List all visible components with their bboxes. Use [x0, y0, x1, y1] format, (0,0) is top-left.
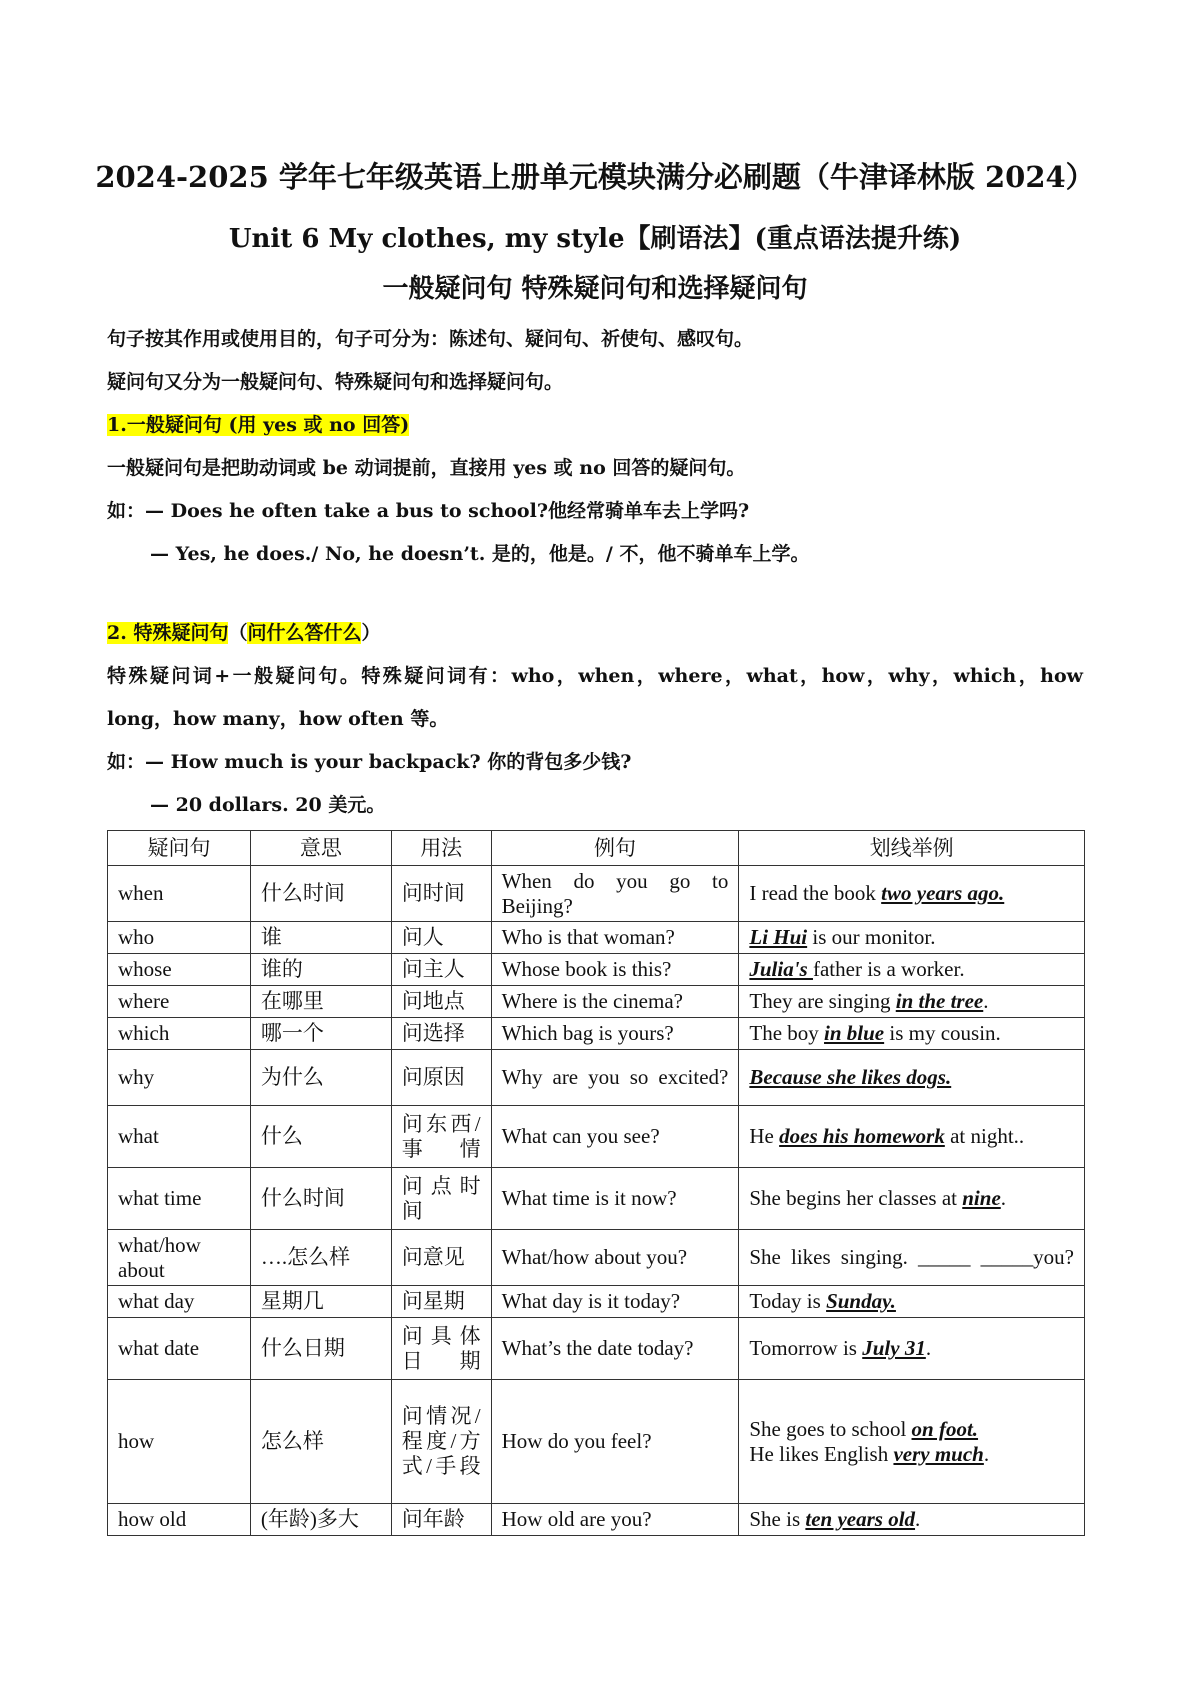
underlined-part: in the tree: [895, 989, 984, 1013]
cell-meaning: 谁的: [250, 954, 391, 986]
cell-usage: 问具体日期: [391, 1318, 491, 1380]
section2-heading-highlight-2: 问什么答什么: [247, 622, 362, 644]
cell-usage: 问原因: [391, 1050, 491, 1106]
table-row: [108, 1168, 1085, 1230]
underline-post: .: [925, 1336, 932, 1360]
table-row: [108, 1504, 1085, 1536]
section1-heading-highlight: 1.一般疑问句: [107, 414, 222, 436]
underlined-part: two years ago.: [881, 881, 1005, 905]
table-row: [108, 1380, 1085, 1504]
header-meaning: 意思: [250, 831, 391, 866]
cell-underline: [739, 1504, 1085, 1536]
underlined-part: ten years old: [805, 1507, 916, 1531]
cell-meaning: 星期几: [250, 1286, 391, 1318]
underlined-part: on foot.: [911, 1416, 979, 1441]
section2-heading-paren-close: ）: [361, 622, 381, 644]
underlined-part: very much: [893, 1441, 984, 1466]
underlined-part: in blue: [824, 1021, 885, 1045]
underlined-part: Sunday.: [826, 1289, 896, 1313]
document-title: 2024-2025 学年七年级英语上册单元模块满分必刷题（牛津译林版 2024）: [95, 160, 1095, 194]
underline-post: .: [983, 1441, 990, 1466]
section1-example-answer: — Yes, he does./ No, he doesn’t. 是的，他是。/ 不，他不骑单车上学。: [150, 543, 810, 565]
cell-usage: 问情况/程度/方式/手段: [391, 1380, 491, 1504]
section2-heading: [107, 620, 1083, 646]
underline-post: .: [983, 989, 989, 1013]
cell-example: Who is that woman?: [491, 922, 739, 954]
cell-underline: [739, 1050, 1085, 1106]
question-words-table: [107, 830, 1085, 1536]
underline-pre: They are singing: [749, 989, 896, 1013]
cell-word: how old: [108, 1504, 251, 1536]
underline-pre: Tomorrow is: [749, 1336, 863, 1360]
cell-example: What/how about you?: [491, 1230, 739, 1286]
cell-meaning: (年龄)多大: [250, 1504, 391, 1536]
underline-pre: She begins her classes at: [749, 1186, 963, 1210]
cell-usage: 问点时间: [391, 1168, 491, 1230]
cell-word: where: [108, 986, 251, 1018]
table-row: [108, 1106, 1085, 1168]
header-question-word: 疑问句: [108, 831, 251, 866]
cell-example: What time is it now?: [491, 1168, 739, 1230]
cell-meaning: 为什么: [250, 1050, 391, 1106]
cell-usage: 问时间: [391, 866, 491, 922]
header-usage: 用法: [391, 831, 491, 866]
cell-underline: [739, 1106, 1085, 1168]
section2-heading-paren-open: （: [228, 622, 248, 644]
section2-description-2: long，how many，how often 等。: [107, 708, 449, 730]
unit-title: Unit 6 My clothes, my style【刷语法】(重点语法提升练): [228, 224, 962, 254]
underline-post: .: [915, 1507, 921, 1531]
cell-underline: [739, 922, 1085, 954]
underlined-part: nine: [962, 1186, 1001, 1210]
table-row: [108, 1018, 1085, 1050]
underlined-part: July 31: [862, 1336, 926, 1360]
cell-example: Why are you so excited?: [491, 1050, 739, 1106]
cell-underline: [739, 954, 1085, 986]
cell-word: what date: [108, 1318, 251, 1380]
cell-meaning: 什么时间: [250, 866, 391, 922]
cell-example: When do you go to Beijing?: [491, 866, 739, 922]
cell-usage: 问星期: [391, 1286, 491, 1318]
underline-post: at night..: [944, 1124, 1025, 1148]
underline-pre: He: [749, 1124, 780, 1148]
intro-line-2: 疑问句又分为一般疑问句、特殊疑问句和选择疑问句。: [107, 371, 564, 393]
cell-usage: 问地点: [391, 986, 491, 1018]
table-row: [108, 1286, 1085, 1318]
underline-pre: He likes English: [749, 1441, 894, 1466]
cell-word: who: [108, 922, 251, 954]
cell-usage: 问东西/事情: [391, 1106, 491, 1168]
cell-word: whose: [108, 954, 251, 986]
cell-example: Which bag is yours?: [491, 1018, 739, 1050]
cell-example: What day is it today?: [491, 1286, 739, 1318]
underlined-part: Julia's: [749, 957, 813, 981]
cell-underline: [739, 1318, 1085, 1380]
section2-example-answer: — 20 dollars. 20 美元。: [150, 794, 386, 816]
section1-description: 一般疑问句是把助动词或 be 动词提前，直接用 yes 或 no 回答的疑问句。: [107, 457, 746, 479]
cell-usage: 问主人: [391, 954, 491, 986]
underline-pre: Today is: [749, 1289, 827, 1313]
section1-heading: [107, 412, 1083, 438]
table-row: [108, 954, 1085, 986]
underline-pre: The boy: [749, 1021, 825, 1045]
topic-title: 一般疑问句 特殊疑问句和选择疑问句: [382, 274, 808, 304]
cell-meaning: 怎么样: [250, 1380, 391, 1504]
cell-usage: 问人: [391, 922, 491, 954]
section2-heading-highlight-1: 2. 特殊疑问句: [107, 622, 229, 644]
cell-underline: [739, 986, 1085, 1018]
table-row: [108, 866, 1085, 922]
table-row: [108, 986, 1085, 1018]
underline-line-2: [749, 1442, 1074, 1467]
cell-meaning: 在哪里: [250, 986, 391, 1018]
table-row: [108, 1318, 1085, 1380]
section1-heading-rest: (用 yes 或 no 回答): [221, 414, 410, 436]
underline-post: father is a worker.: [812, 957, 965, 981]
cell-word: when: [108, 866, 251, 922]
underline-line-1: [749, 1417, 1074, 1442]
cell-usage: 问选择: [391, 1018, 491, 1050]
cell-underline: [739, 1380, 1085, 1504]
cell-word: what: [108, 1106, 251, 1168]
intro-line-1: 句子按其作用或使用目的，句子可分为：陈述句、疑问句、祈使句、感叹句。: [107, 328, 754, 350]
header-example: 例句: [491, 831, 739, 866]
cell-example: Whose book is this?: [491, 954, 739, 986]
section2-example-question: 如：— How much is your backpack? 你的背包多少钱?: [107, 751, 632, 773]
cell-word: which: [108, 1018, 251, 1050]
underline-pre: I read the book: [749, 881, 882, 905]
cell-underline: [739, 1230, 1085, 1286]
cell-example: What can you see?: [491, 1106, 739, 1168]
underline-pre: She goes to school: [749, 1416, 912, 1441]
underline-post: .: [1000, 1186, 1007, 1210]
cell-underline: [739, 866, 1085, 922]
section2-description-1: 特殊疑问词+一般疑问句。特殊疑问词有：who，when，where，what，how，why，which，how: [107, 665, 1083, 687]
section1-example-question: 如：— Does he often take a bus to school?他经常骑单车去上学吗?: [107, 500, 750, 522]
underline-post: is our monitor.: [807, 925, 936, 949]
table-row: [108, 922, 1085, 954]
cell-example: What’s the date today?: [491, 1318, 739, 1380]
cell-example: Where is the cinema?: [491, 986, 739, 1018]
table-row: [108, 1230, 1085, 1286]
table-header-row: [108, 831, 1085, 866]
cell-meaning: 哪一个: [250, 1018, 391, 1050]
cell-meaning: 什么日期: [250, 1318, 391, 1380]
cell-usage: 问年龄: [391, 1504, 491, 1536]
cell-example: How do you feel?: [491, 1380, 739, 1504]
cell-meaning: 什么: [250, 1106, 391, 1168]
cell-example: How old are you?: [491, 1504, 739, 1536]
cell-underline: [739, 1168, 1085, 1230]
cell-word: why: [108, 1050, 251, 1106]
cell-underline: [739, 1018, 1085, 1050]
cell-word: what/how about: [108, 1230, 251, 1286]
cell-meaning: ….怎么样: [250, 1230, 391, 1286]
cell-meaning: 什么时间: [250, 1168, 391, 1230]
underlined-part: Because she likes dogs.: [749, 1065, 952, 1089]
cell-meaning: 谁: [250, 922, 391, 954]
cell-word: how: [108, 1380, 251, 1504]
cell-usage: 问意见: [391, 1230, 491, 1286]
underline-pre: She likes singing. _____ _____you?: [749, 1245, 1074, 1269]
underlined-part: Li Hui: [749, 925, 808, 949]
header-underline-example: 划线举例: [739, 831, 1085, 866]
table-row: [108, 1050, 1085, 1106]
cell-underline: [739, 1286, 1085, 1318]
underline-pre: She is: [749, 1507, 806, 1531]
underlined-part: does his homework: [779, 1124, 945, 1148]
cell-word: what day: [108, 1286, 251, 1318]
underline-post: is my cousin.: [884, 1021, 1001, 1045]
cell-word: what time: [108, 1168, 251, 1230]
